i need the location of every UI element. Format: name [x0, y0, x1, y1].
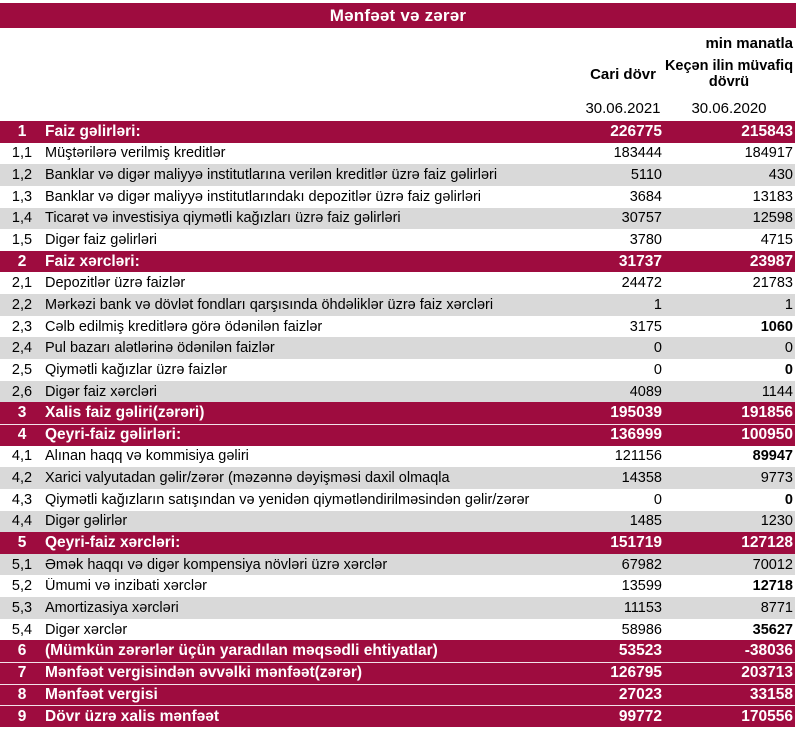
column-date-previous: 30.06.2020 — [691, 100, 767, 117]
table-row — [0, 684, 795, 706]
table-row — [0, 554, 795, 576]
row-value-current: 5110 — [630, 167, 662, 184]
table-row — [0, 575, 795, 597]
table-row — [0, 705, 795, 727]
row-label: Müştərilərə verilmiş kreditlər — [45, 145, 226, 162]
table-row — [0, 294, 795, 316]
row-value-previous: 1060 — [760, 318, 793, 335]
row-value-previous: 89947 — [752, 448, 793, 465]
row-number: 4,1 — [11, 448, 33, 465]
unit-note: min manatla — [705, 35, 793, 52]
row-label: Ümumi və inzibati xərclər — [45, 578, 207, 595]
row-value-previous: -38036 — [744, 642, 793, 660]
row-number: 2,5 — [11, 361, 33, 378]
row-number: 5,2 — [11, 578, 33, 595]
row-number: 7 — [17, 664, 27, 682]
row-value-current: 58986 — [621, 621, 662, 638]
row-value-previous: 0 — [784, 340, 793, 357]
row-label: (Mümkün zərərlər üçün yaradılan məqsədli ehtiyatlar) — [45, 642, 438, 660]
row-number: 2,4 — [11, 340, 33, 357]
row-number: 4 — [17, 426, 27, 444]
row-number: 2,3 — [11, 318, 33, 335]
report-title: Mənfəət və zərər — [329, 5, 467, 25]
row-value-previous: 0 — [784, 491, 793, 508]
row-number: 6 — [17, 642, 27, 660]
table-row — [0, 424, 795, 446]
row-value-current: 3780 — [629, 232, 662, 249]
row-number: 3 — [17, 404, 27, 422]
pl-table — [0, 121, 800, 727]
table-row — [0, 489, 795, 511]
row-value-current: 183444 — [613, 145, 662, 162]
row-value-previous: 23987 — [749, 252, 793, 270]
row-label: Pul bazarı alətlərinə ödənilən faizlər — [45, 340, 275, 357]
table-row — [0, 359, 795, 381]
row-value-previous: 184917 — [744, 145, 793, 162]
row-value-current: 30757 — [621, 210, 662, 227]
row-label: Alınan haqq və kommisiya gəliri — [45, 448, 249, 465]
row-number: 4,4 — [11, 513, 33, 530]
row-value-current: 1485 — [629, 513, 662, 530]
row-value-previous: 215843 — [741, 122, 793, 140]
row-value-current: 13599 — [621, 578, 662, 595]
row-label: Banklar və digər maliyyə institutlarına verilən kreditlər üzrə faiz gəlirləri — [45, 167, 498, 184]
row-value-current: 99772 — [618, 707, 662, 725]
row-value-previous: 1144 — [761, 383, 793, 400]
row-label: Depozitlər üzrə faizlər — [45, 275, 186, 292]
row-value-current: 3175 — [629, 318, 662, 335]
row-value-current: 121156 — [614, 448, 662, 465]
row-value-previous: 4715 — [760, 232, 793, 249]
row-label: Dövr üzrə xalis mənfəət — [45, 707, 220, 725]
table-row — [0, 402, 795, 424]
row-label: Digər gəlirlər — [45, 513, 128, 530]
row-value-current: 53523 — [618, 642, 662, 660]
row-value-previous: 100950 — [741, 426, 793, 444]
row-number: 2,6 — [11, 383, 33, 400]
column-header-previous: Keçən ilin müvafiq dövrü — [664, 58, 794, 90]
table-row — [0, 597, 795, 619]
row-number: 5,4 — [11, 621, 33, 638]
column-date-current: 30.06.2021 — [585, 100, 661, 117]
table-row — [0, 229, 795, 251]
row-value-current: 126795 — [610, 664, 662, 682]
row-value-previous: 21783 — [752, 275, 793, 292]
row-value-current: 27023 — [618, 685, 662, 703]
row-value-current: 14358 — [621, 470, 662, 487]
column-header-current: Cari dövr — [590, 65, 656, 83]
row-number: 1,3 — [11, 188, 33, 205]
row-label: Xalis faiz gəliri(zərəri) — [45, 404, 205, 422]
table-row — [0, 511, 795, 533]
row-value-current: 226775 — [610, 122, 662, 140]
row-value-current: 195039 — [610, 404, 662, 422]
column-dates — [0, 96, 795, 121]
table-row — [0, 532, 795, 554]
table-row — [0, 316, 795, 338]
table-row — [0, 272, 795, 294]
row-value-previous: 35627 — [752, 621, 793, 638]
row-number: 1,2 — [11, 167, 33, 184]
row-value-previous: 12598 — [752, 210, 793, 227]
table-row — [0, 662, 795, 684]
row-value-current: 0 — [653, 361, 662, 378]
row-label: Ticarət və investisiya qiymətli kağızları üzrə faiz gəlirləri — [45, 210, 401, 227]
table-row — [0, 186, 795, 208]
row-label: Amortizasiya xərcləri — [45, 599, 179, 616]
row-value-current: 0 — [653, 340, 662, 357]
unit-note-row — [0, 28, 793, 52]
table-row — [0, 619, 795, 641]
row-label: Digər faiz xərcləri — [45, 383, 157, 400]
row-label: Əmək haqqı və digər kompensiya növləri üzrə xərclər — [45, 556, 388, 573]
row-value-previous: 33158 — [749, 685, 793, 703]
table-row — [0, 381, 795, 403]
row-number: 4,2 — [11, 470, 33, 487]
row-value-previous: 191856 — [741, 404, 793, 422]
row-value-current: 136999 — [610, 426, 662, 444]
table-row — [0, 446, 795, 468]
row-label: Banklar və digər maliyyə institutlarındakı depozitlər üzrə faiz gəlirləri — [45, 188, 481, 205]
row-value-current: 24472 — [621, 275, 662, 292]
row-number: 5,1 — [11, 556, 33, 573]
row-value-previous: 8771 — [760, 599, 793, 616]
row-value-previous: 1 — [784, 296, 793, 313]
row-number: 2 — [17, 252, 27, 270]
row-value-previous: 203713 — [741, 664, 793, 682]
row-value-previous: 9773 — [760, 470, 793, 487]
row-label: Qeyri-faiz xərcləri: — [45, 533, 181, 551]
row-label: Cəlb edilmiş kreditlərə görə ödənilən faizlər — [45, 318, 323, 335]
row-label: Faiz xərcləri: — [45, 252, 140, 270]
row-label: Digər faiz gəlirləri — [45, 232, 158, 249]
row-number: 5 — [17, 533, 27, 551]
row-value-current: 11153 — [623, 599, 662, 616]
table-row — [0, 143, 795, 165]
row-value-current: 3684 — [629, 188, 662, 205]
row-value-previous: 430 — [768, 167, 793, 184]
row-value-previous: 170556 — [741, 707, 793, 725]
row-number: 5,3 — [11, 599, 33, 616]
row-label: Xarici valyutadan gəlir/zərər (məzənnə dəyişməsi daxil olmaqla — [45, 470, 450, 487]
row-number: 4,3 — [11, 491, 33, 508]
row-number: 1 — [17, 122, 27, 140]
row-label: Mərkəzi bank və dövlət fondları qarşısında öhdəliklər üzrə faiz xərcləri — [45, 296, 494, 313]
row-value-previous: 1230 — [760, 513, 793, 530]
row-number: 1,4 — [11, 210, 33, 227]
row-value-previous: 13183 — [752, 188, 793, 205]
row-value-previous: 12718 — [752, 578, 793, 595]
row-value-current: 4089 — [629, 383, 662, 400]
row-value-current: 151719 — [610, 533, 662, 551]
row-value-current: 31737 — [618, 252, 662, 270]
row-label: Mənfəət vergisi — [45, 685, 158, 703]
table-row — [0, 164, 795, 186]
table-row — [0, 337, 795, 359]
table-row — [0, 121, 795, 143]
report-title-bar — [0, 3, 796, 28]
column-headers — [0, 52, 795, 96]
row-label: Qiymətli kağızların satışından və yenidən qiymətləndirilməsindən gəlir/zərər — [45, 491, 530, 508]
row-label: Qeyri-faiz gəlirləri: — [45, 426, 182, 444]
row-number: 1,1 — [11, 145, 33, 162]
table-row — [0, 208, 795, 230]
row-label: Digər xərclər — [45, 621, 128, 638]
row-value-current: 67982 — [621, 556, 662, 573]
row-number: 8 — [17, 685, 27, 703]
row-value-previous: 70012 — [752, 556, 793, 573]
table-row — [0, 467, 795, 489]
row-label: Qiymətli kağızlar üzrə faizlər — [45, 361, 228, 378]
profit-and-loss-report — [0, 3, 800, 727]
row-number: 9 — [17, 707, 27, 725]
row-label: Faiz gəlirləri: — [45, 122, 141, 140]
row-value-current: 0 — [653, 491, 662, 508]
row-number: 1,5 — [11, 232, 33, 249]
row-value-current: 1 — [653, 296, 662, 313]
row-value-previous: 127128 — [741, 533, 793, 551]
row-value-previous: 0 — [784, 361, 793, 378]
table-row — [0, 640, 795, 662]
row-label: Mənfəət vergisindən əvvəlki mənfəət(zərər) — [45, 664, 363, 682]
row-number: 2,2 — [11, 296, 33, 313]
table-row — [0, 251, 795, 273]
row-number: 2,1 — [11, 275, 33, 292]
